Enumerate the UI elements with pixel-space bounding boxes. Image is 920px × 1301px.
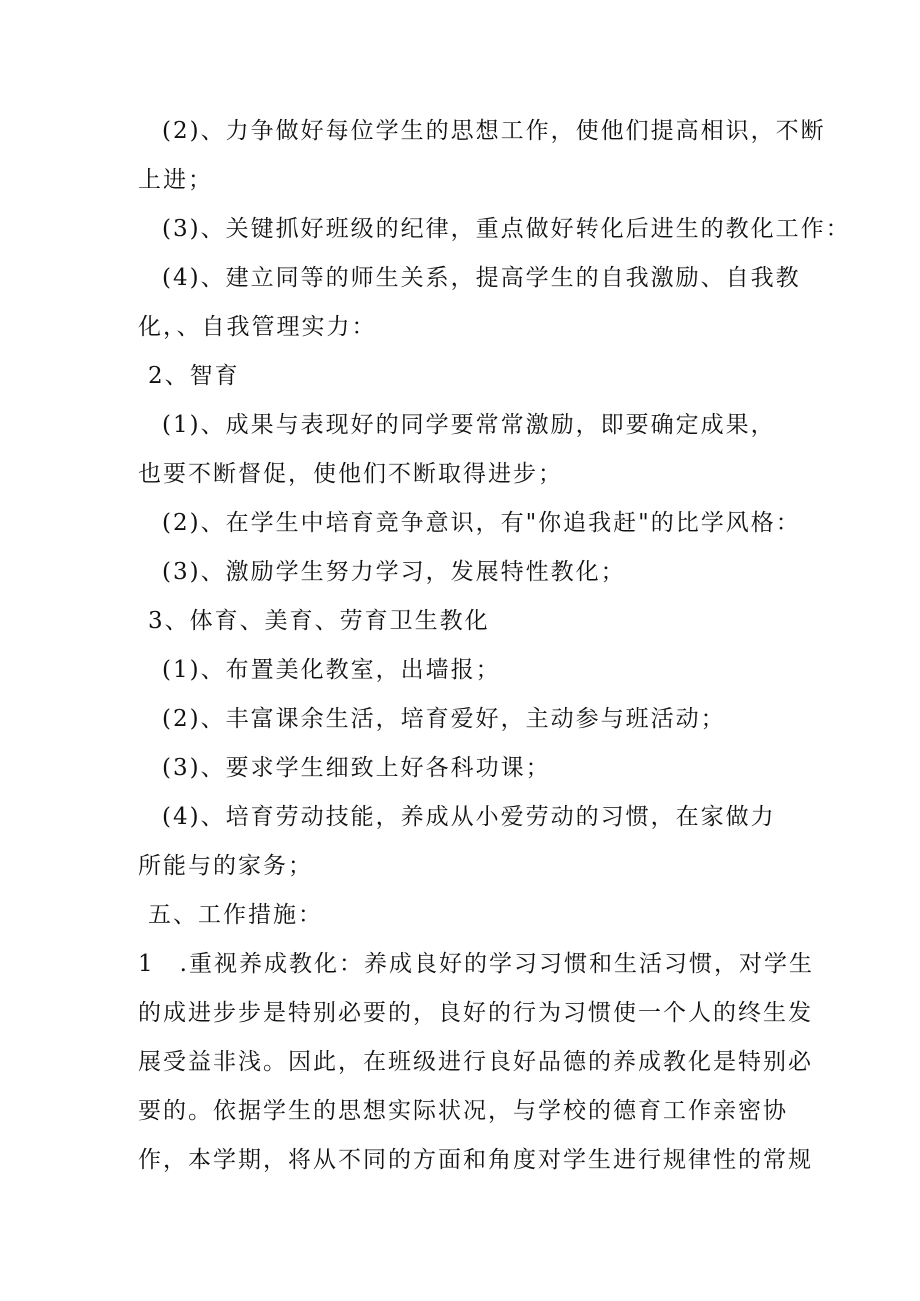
text-line: (2)、丰富课余生活，培育爱好，主动参与班活动； (162, 706, 726, 732)
text-line: 化，、自我管理实力： (138, 314, 377, 340)
text-line: 要的。依据学生的思想实际状况，与学校的德育工作亲密协 (138, 1098, 788, 1124)
text-line: 所能与的家务； (138, 853, 313, 879)
section-heading: 五、工作措施： (148, 902, 323, 928)
text-line: 的成进步步是特别必要的，良好的行为习惯使一个人的终生发 (138, 1000, 813, 1026)
text-line: (4)、建立同等的师生关系，提高学生的自我激励、自我教 (162, 265, 801, 291)
text-line: (4)、培育劳动技能，养成从小爱劳动的习惯，在家做力 (162, 804, 776, 830)
text-line: 1 .重视养成教化：养成良好的学习习惯和生活习惯，对学生 (138, 951, 814, 977)
text-line: (3)、激励学生努力学习，发展特性教化； (162, 559, 626, 585)
section-heading: 3、体育、美育、劳育卫生教化 (148, 608, 490, 634)
text-line: (3)、要求学生细致上好各科功课； (162, 755, 551, 781)
text-line: 展受益非浅。因此，在班级进行良好品德的养成教化是特别必 (138, 1049, 813, 1075)
text-line: 上进； (138, 167, 213, 193)
text-line: (3)、关键抓好班级的纪律，重点做好转化后进生的教化工作： (162, 216, 851, 242)
text-line: (2)、力争做好每位学生的思想工作，使他们提高相识，不断 (162, 118, 826, 144)
text-line: (1)、布置美化教室，出墙报； (162, 657, 501, 683)
text-line: (2)、在学生中培育竞争意识，有"你追我赶"的比学风格： (162, 510, 801, 536)
text-line: (1)、成果与表现好的同学要常常激励，即要确定成果， (162, 412, 776, 438)
text-line: 作，本学期，将从不同的方面和角度对学生进行规律性的常规 (138, 1147, 813, 1173)
section-heading: 2、智育 (148, 363, 240, 389)
text-line: 也要不断督促，使他们不断取得进步； (138, 461, 563, 487)
